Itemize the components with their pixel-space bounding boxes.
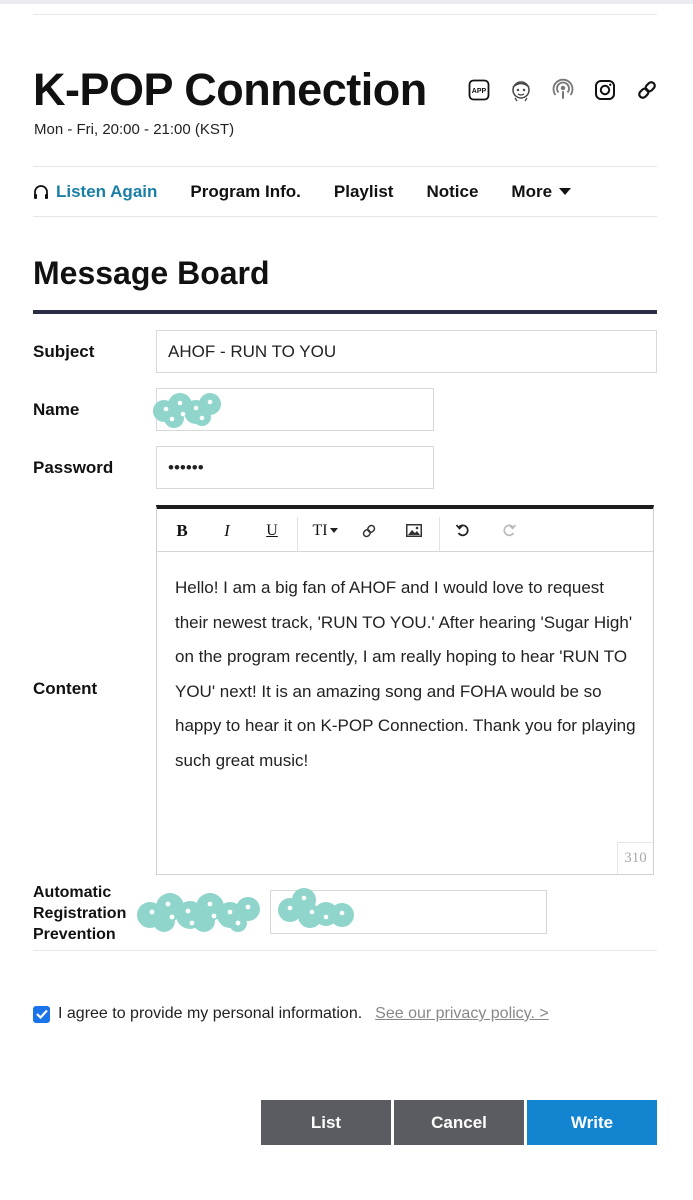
captcha-label-line: Prevention [33, 926, 116, 943]
agree-text: I agree to provide my personal information. [58, 1005, 363, 1022]
top-divider [33, 14, 657, 15]
form-divider [33, 950, 657, 951]
svg-text:APP: APP [471, 88, 487, 95]
content-label: Content [33, 679, 98, 698]
caret-down-icon [559, 188, 571, 196]
nav-more[interactable] [511, 182, 571, 202]
toolbar-separator [439, 517, 440, 551]
redaction-mark [274, 884, 358, 936]
undo-icon[interactable] [451, 509, 475, 552]
toolbar-separator [297, 517, 298, 551]
checkmark-icon [36, 1009, 48, 1019]
link-icon[interactable] [634, 77, 660, 103]
nav-notice[interactable]: Notice [426, 182, 479, 201]
char-counter: 310 [617, 842, 653, 874]
privacy-agreement [33, 1005, 549, 1023]
image-insert-icon[interactable] [401, 509, 427, 552]
italic-button[interactable]: I [224, 520, 230, 540]
agree-checkbox[interactable] [33, 1006, 50, 1023]
text-size-label: TI [312, 521, 328, 539]
nav-program-info[interactable]: Program Info. [190, 182, 301, 201]
subject-label: Subject [33, 342, 95, 361]
link-insert-icon[interactable] [357, 509, 381, 552]
password-label: Password [33, 458, 114, 477]
write-button[interactable]: Write [527, 1100, 657, 1145]
subject-input[interactable] [156, 330, 657, 373]
cancel-button[interactable]: Cancel [394, 1100, 524, 1145]
program-schedule: Mon - Fri, 20:00 - 21:00 (KST) [34, 121, 235, 138]
nav-listen-again-label: Listen Again [56, 182, 158, 201]
instagram-icon[interactable] [592, 77, 618, 103]
character-icon[interactable] [508, 77, 534, 103]
captcha-label-line: Registration [33, 905, 127, 922]
subject-value: AHOF - RUN TO YOU [168, 341, 337, 361]
bold-button[interactable]: B [176, 520, 188, 540]
nav-divider-top [33, 166, 657, 167]
nav-playlist[interactable]: Playlist [333, 182, 394, 201]
nav-divider-bottom [33, 216, 657, 217]
captcha-label [33, 882, 126, 945]
redo-icon[interactable] [497, 509, 521, 552]
list-button[interactable]: List [261, 1100, 391, 1145]
editor-toolbar [157, 509, 653, 552]
page-title: Message Board [33, 255, 270, 291]
name-label: Name [33, 400, 80, 419]
password-value: •••••• [168, 457, 204, 477]
captcha-image [134, 885, 264, 939]
text-size-caret-icon [330, 528, 338, 534]
program-nav [33, 179, 571, 205]
top-strip [0, 0, 693, 4]
text-size-button[interactable] [307, 509, 343, 552]
podcast-icon[interactable] [550, 77, 576, 103]
content-editor [156, 505, 654, 875]
captcha-label-line: Automatic [33, 884, 112, 901]
nav-more-label: More [511, 182, 553, 201]
nav-listen-again[interactable] [33, 182, 157, 202]
header-icons [466, 77, 660, 103]
headphones-icon [33, 184, 49, 200]
content-textarea[interactable]: Hello! I am a big fan of AHOF and I would love to request their newest track, 'RUN TO YOU.' After hearing 'Sugar High' on the program recently, I am really hoping to hear 'RUN TO YOU' next! It is an amazing song and FOHA would be so happy to hear it on K-POP Connection. Thank you for playing such great music! [175, 578, 636, 770]
app-icon[interactable] [466, 77, 492, 103]
password-input[interactable] [156, 446, 434, 489]
program-title: K-POP Connection [33, 64, 427, 115]
redaction-mark [150, 390, 226, 432]
underline-button[interactable]: U [266, 521, 278, 539]
title-underline [33, 310, 657, 314]
privacy-policy-link[interactable]: See our privacy policy. > [375, 1005, 549, 1022]
